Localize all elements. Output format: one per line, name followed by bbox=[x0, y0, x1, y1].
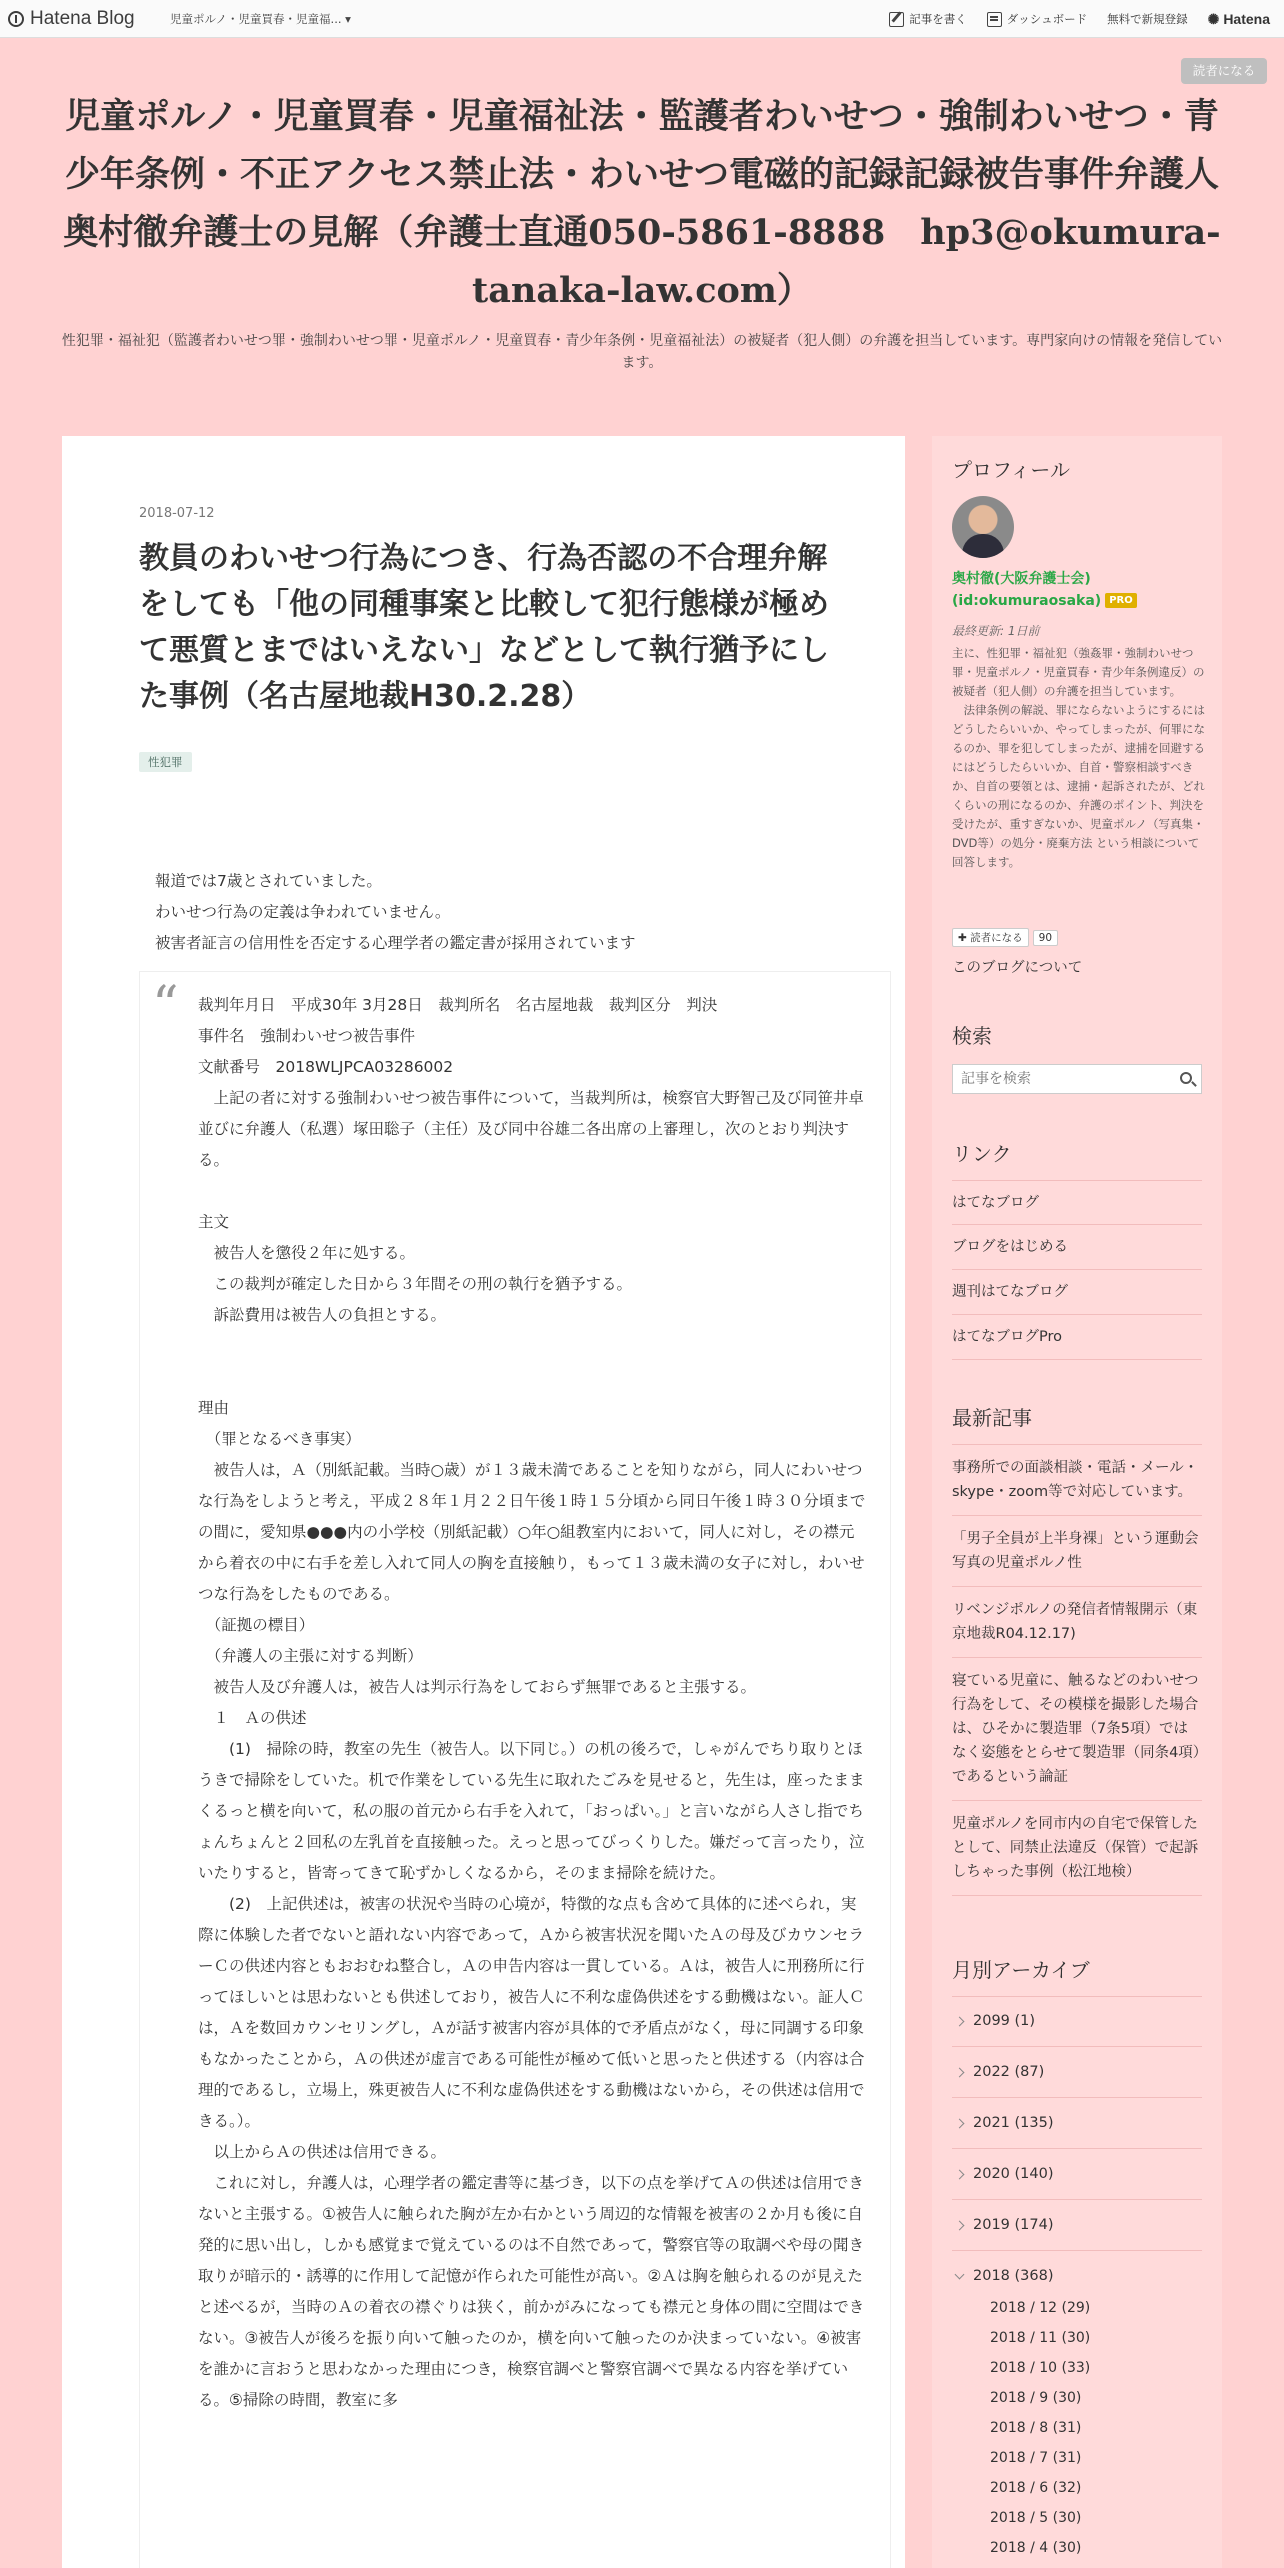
archive-month[interactable]: 2018 / 4 (30) bbox=[990, 2540, 1082, 2556]
top-bar bbox=[0, 0, 1284, 38]
intro-line: 被害者証言の信用性を否定する心理学者の鑑定書が採用されています bbox=[155, 934, 636, 952]
dashboard-icon bbox=[987, 12, 1002, 27]
quote-text: 裁判年月日 平成30年 3月28日 裁判所名 名古屋地裁 裁判区分 判決 事件名 強制わいせつ被告事件 文献番号 2018WLJPCA03286002 上記の者に対する強制わいせつ被告事件について，当裁判所は，検察官大野智己及び同笹井卓並びに弁護人（私選）塚田聡子（主任）及び同中谷雄二各出席の上審理し，次のとおり判決する。 主文 被告人を懲役２年に処する。 この裁判が確定した日から３年間その刑の執行を猶予する。 訴訟費用は被告人の負担とする。 理由 （罪となるべき事実） 被告人は，Ａ（別紙記載。当時○歳）が１３歳未満であることを知りながら，同人にわいせつな行為をしようと考え，平成２８年１月２２日午後１時１５分頃から同日午後１時３０分頃までの間に，愛知県●●●内の小学校（別紙記載）○年○組教室内において，同人に対し，その襟元から着衣の中に右手を差し入れて同人の胸を直接触り，もって１３歳未満の女子に対し，わいせつな行為をしたものである。 （証拠の標目） （弁護人の主張に対する判断） 被告人及び弁護人は，被告人は判示行為をしておらず無罪であると主張する。 １ Ａの供述 (1) 掃除の時，教室の先生（被告人。以下同じ。）の机の後ろで，しゃがんでちり取りとほうきで掃除をしていた。机で作業をしている先生に取れたごみを見せると，先生は，座ったままくるっと横を向いて，私の服の首元から右手を入れて，「おっぱい。」と言いながら人さし指でちょんちょんと２回私の左乳首を直接触った。えっと思ってびっくりした。嫌だって言ったり，泣いたりすると，皆寄ってきて恥ずかしくなるから，そのまま掃除を続けた。 (2) 上記供述は，被害の状況や当時の心境が，特徴的な点も含めて具体的に述べられ，実際に体験した者でないと語れない内容であって，Ａから被害状況を聞いたＡの母及びカウンセラーＣの供述内容ともおおむね整合し，Ａの申告内容は一貫している。Ａは，被告人に刑務所に行ってほしいとは思わないとも供述しており，被告人に不利な虚偽供述をする動機はない。証人Ｃは，Ａを数回カウンセリングし，Ａが話す被害内容が具体的で矛盾点がなく，母に同調する印象もなかったことから，Ａの供述が虚言である可能性が極めて低いと思ったと供述する（内容は合理的であるし，立場上，殊更被告人に不利な虚偽供述をする動機はないから，その供述は信用できる。）。 以上からＡの供述は信用できる。 これに対し，弁護人は，心理学者の鑑定書等に基づき，以下の点を挙げてＡの供述は信用できないと主張する。①被告人に触られた胸が左か右かという周辺的な情報を被害の２か月も後に自発的に思い出し，しかも感覚まで覚えているのは不自然であって，警察官等の取調べや母の聞き取りが暗示的・誘導的に作用して記憶が作られた可能性が高い。②Ａは胸を触られるのが見えたと述べるが，当時のＡの着衣の襟ぐりは狭く，前かがみになっても襟元と身体の間に空間はできない。③被告人が後ろを振り向いて触ったのか，横を向いて触ったのか決まっていない。④被害を誰かに言おうと思わなかった理由につき，検察官調べと警察官調べで異なる内容を挙げている。⑤掃除の時間，教室に多 bbox=[198, 996, 866, 2409]
search-input[interactable] bbox=[952, 1064, 1202, 1094]
chevron-right-icon bbox=[955, 2067, 965, 2077]
archive-year-label: 2019 (174) bbox=[973, 2216, 1054, 2233]
profile-heading: プロフィール bbox=[952, 458, 1070, 482]
subscribe-widget bbox=[952, 928, 1058, 947]
archive-month[interactable]: 2018 / 7 (31) bbox=[990, 2450, 1082, 2466]
profile-id-link[interactable]: (id:okumuraosaka) bbox=[952, 593, 1102, 609]
entry-intro bbox=[155, 866, 636, 959]
recent-entry[interactable]: 「男子全員が上半身裸」という運動会写真の児童ポルノ性 bbox=[952, 1516, 1202, 1587]
intro-line: 報道では7歳とされていました。 bbox=[155, 872, 382, 890]
recent-entry[interactable]: 事務所での面談相談・電話・メール・skype・zoom等で対応しています。 bbox=[952, 1444, 1202, 1516]
link-item[interactable]: はてなブログ bbox=[952, 1180, 1202, 1225]
hatena-logo-icon bbox=[8, 11, 24, 27]
archive-year-label: 2099 (1) bbox=[973, 2013, 1036, 2029]
entry-date[interactable]: 2018-07-12 bbox=[139, 506, 215, 521]
chevron-right-icon bbox=[955, 2017, 965, 2027]
link-item[interactable]: ブログをはじめる bbox=[952, 1225, 1202, 1270]
link-item[interactable]: はてなブログPro bbox=[952, 1315, 1202, 1360]
about-blog-link[interactable]: このブログについて bbox=[952, 960, 1083, 976]
last-updated: 最終更新: 1日前 bbox=[952, 624, 1040, 638]
archive-month[interactable]: 2018 / 9 (30) bbox=[990, 2390, 1082, 2406]
search-icon[interactable] bbox=[1180, 1072, 1192, 1084]
archive-year[interactable] bbox=[952, 2098, 1202, 2149]
pro-badge: PRO bbox=[1105, 593, 1137, 608]
subscribe-small-button[interactable]: ✚ 読者になる bbox=[952, 928, 1029, 947]
blog-description: 性犯罪・福祉犯（監護者わいせつ罪・強制わいせつ罪・児童ポルノ・児童買春・青少年条例・児童福祉法）の被疑者（犯人側）の弁護を担当しています。専門家向けの情報を発信しています。 bbox=[61, 333, 1223, 371]
top-bar-actions bbox=[889, 0, 1284, 38]
archive-month[interactable]: 2018 / 8 (31) bbox=[990, 2420, 1082, 2436]
blog-selector[interactable]: 児童ポルノ・児童買春・児童福... ▾ bbox=[170, 12, 351, 26]
archive-list bbox=[952, 1996, 1202, 2302]
sidebar bbox=[932, 436, 1222, 2568]
recent-entry[interactable]: 児童ポルノを同市内の自宅で保管したとして、同禁止法違反（保管）で起訴しちゃった事例（松江地検） bbox=[952, 1801, 1202, 1896]
archive-year[interactable] bbox=[952, 2047, 1202, 2098]
profile-name-link[interactable]: 奥村徹(大阪弁護士会) bbox=[952, 571, 1091, 587]
archive-month[interactable]: 2018 / 12 (29) bbox=[990, 2300, 1091, 2316]
profile-description bbox=[952, 644, 1207, 872]
archive-year-label: 2022 (87) bbox=[973, 2063, 1045, 2080]
chevron-right-icon bbox=[955, 2169, 965, 2179]
archive-year[interactable] bbox=[952, 1996, 1202, 2047]
archive-year[interactable] bbox=[952, 2149, 1202, 2200]
quote-mark-icon: “ bbox=[152, 976, 179, 1036]
hatena-label: Hatena bbox=[1223, 11, 1270, 27]
links-list bbox=[952, 1180, 1202, 1360]
archive-year[interactable] bbox=[952, 2200, 1202, 2251]
archive-month-list bbox=[990, 2293, 1090, 2563]
profile-text: 主に、性犯罪・福祉犯（強姦罪・強制わいせつ罪・児童ポルノ・児童買春・青少年条例違反）の被疑者（犯人側）の弁護を担当しています。 法律条例の解説、罪にならないようにするにはどうしたらいいか、やってしまったが、何罪になるのか、罪を犯してしまったが、逮捕を回避するにはどうしたらいいか、自首・警察相談すべきか、自首の要領とは、逮捕・起訴されたが、どれくらいの刑になるのか、弁護のポイント、判決を受けたが、重すぎないか、児童ポルノ（写真集・DVD等）の処分・廃棄方法 という相談について回答します。 bbox=[952, 646, 1205, 869]
profile-name-block bbox=[952, 568, 1137, 612]
judgment-quote bbox=[139, 971, 891, 2568]
archive-month[interactable]: 2018 / 6 (32) bbox=[990, 2480, 1082, 2496]
dashboard-label: ダッシュボード bbox=[1006, 12, 1088, 26]
archive-year-label: 2018 (368) bbox=[973, 2268, 1054, 2284]
intro-line: わいせつ行為の定義は争われていません。 bbox=[155, 903, 451, 921]
links-heading: リンク bbox=[952, 1142, 1012, 1166]
search-heading: 検索 bbox=[952, 1024, 992, 1048]
avatar[interactable] bbox=[952, 496, 1014, 558]
hatena-menu[interactable] bbox=[1208, 11, 1270, 28]
recent-entry[interactable]: 寝ている児童に、触るなどのわいせつ行為をして、その模様を撮影した場合は、ひそかに製造罪（7条5項）ではなく姿態をとらせて製造罪（同条4項）であるという論証 bbox=[952, 1658, 1202, 1801]
write-article-label: 記事を書く bbox=[909, 12, 967, 26]
blog-title[interactable]: 児童ポルノ・児童買春・児童福祉法・監護者わいせつ・強制わいせつ・青少年条例・不正アクセス禁止法・わいせつ電磁的記録記録被告事件弁護人 奥村徹弁護士の見解（弁護士直通050-5861-8888 hp3@okumura-tanaka-law.com） bbox=[63, 96, 1254, 311]
recent-entry[interactable]: リベンジポルノの発信者情報開示（東京地裁R04.12.17) bbox=[952, 1587, 1202, 1658]
subscriber-count: 90 bbox=[1033, 930, 1058, 946]
archive-heading: 月別アーカイブ bbox=[952, 1958, 1090, 1982]
archive-month[interactable]: 2018 / 11 (30) bbox=[990, 2330, 1091, 2346]
recent-entries-list bbox=[952, 1444, 1202, 1896]
recent-heading: 最新記事 bbox=[952, 1406, 1032, 1430]
archive-month[interactable]: 2018 / 10 (33) bbox=[990, 2360, 1091, 2376]
chevron-down-icon bbox=[955, 2270, 965, 2280]
archive-year-label: 2021 (135) bbox=[973, 2114, 1054, 2131]
link-item[interactable]: 週刊はてなブログ bbox=[952, 1270, 1202, 1315]
entry-title[interactable]: 教員のわいせつ行為につき、行為否認の不合理弁解をしても「他の同種事案と比較して犯行態様が極めて悪質とまではいえない」などとして執行猶予にした事例（名古屋地裁H30.2.28） bbox=[139, 541, 829, 714]
dashboard-link[interactable] bbox=[987, 11, 1087, 27]
register-link[interactable]: 無料で新規登録 bbox=[1107, 12, 1188, 26]
write-article-link[interactable] bbox=[889, 11, 967, 27]
pencil-icon bbox=[889, 12, 904, 27]
chevron-right-icon bbox=[955, 2220, 965, 2230]
logo-text: Hatena Blog bbox=[30, 8, 135, 29]
subscribe-button[interactable]: 読者になる bbox=[1181, 58, 1267, 84]
hatena-spark-icon: ✺ bbox=[1207, 10, 1220, 27]
category-tag[interactable]: 性犯罪 bbox=[139, 752, 192, 772]
hatena-blog-logo[interactable] bbox=[8, 7, 135, 31]
chevron-right-icon bbox=[955, 2118, 965, 2128]
entry-article bbox=[62, 436, 905, 2568]
archive-month[interactable]: 2018 / 5 (30) bbox=[990, 2510, 1082, 2526]
archive-year-label: 2020 (140) bbox=[973, 2165, 1054, 2182]
